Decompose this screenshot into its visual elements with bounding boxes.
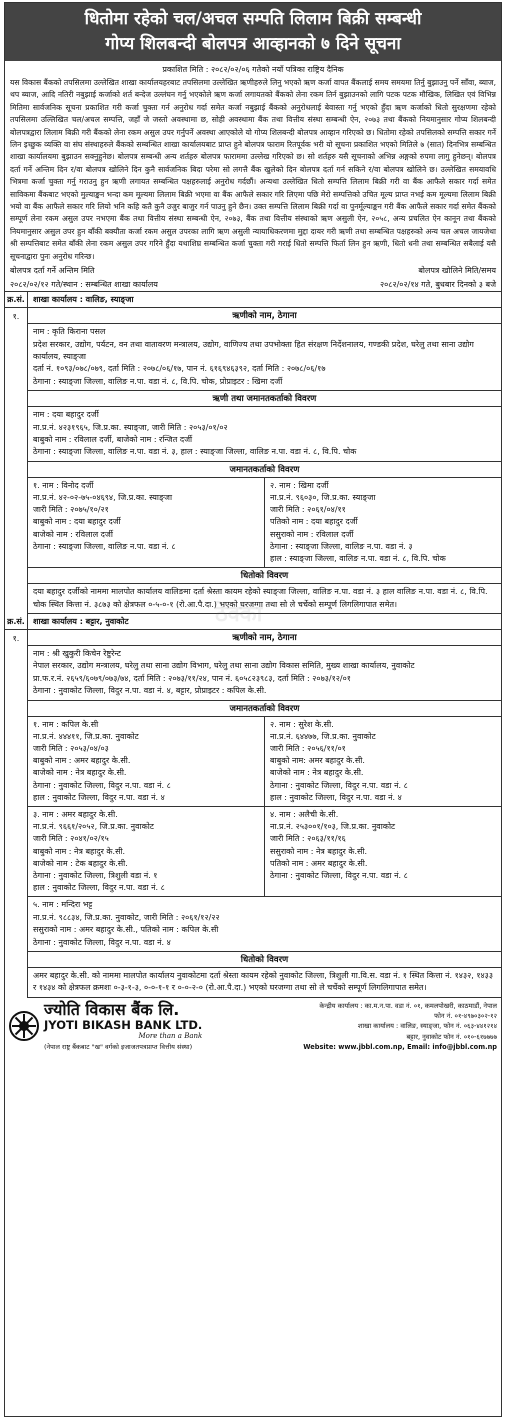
guarantor-card xyxy=(264,478,501,567)
borrower-address: ठेगाना : नुवाकोट जिल्ला, विदुर न.पा. वडा नं. ४, बट्टार, प्रोप्राइटर : कपिल के.सी. xyxy=(33,686,267,696)
guarantor-line: बाबुको नाम : अमर बहादुर के.सी. xyxy=(33,756,131,766)
borrower-registration-office: नेपाल सरकार, उद्योग मन्त्रालय, घरेलु तथा साना उद्योग विभाग, घरेलु तथा साना उद्योग विकास समिति, मुख्य शाखा कार्यालय, नुवाकोट xyxy=(33,661,415,671)
opening-date-label: बोलपत्र खोलिने मिति/समय xyxy=(418,266,496,276)
bank-contact xyxy=(259,1001,497,1052)
publication-date: प्रकाशित मिति : २०८२/०२/०६ गतेको नयाँ पत्रिका राष्ट्रिय दैनिक xyxy=(162,65,344,74)
branch-1-borrower xyxy=(28,324,501,391)
guarantor-line: ना.प्र.नं. ९६०३०, जि.प्र.का. स्याङ्जा xyxy=(270,492,376,502)
guarantor-line: बाजेको नाम : टेक बहादुर के.सी. xyxy=(33,858,128,868)
borrower-heading: ऋणीको नाम, ठेगाना xyxy=(28,630,501,646)
notice-page xyxy=(4,2,502,1417)
guarantor-line: हाल : स्याङ्जा जिल्ला, वालिङ न.पा. वडा नं. ८, वि.पि. चोक xyxy=(270,553,446,563)
guarantor-line: ना.प्र.नं. ९६६१/२०५२, जि.प्र.का. नुवाकोट xyxy=(33,822,154,832)
guarantor-line: ठेगाना : नुवाकोट जिल्ला, विदुर न.पा. वडा नं. ८ xyxy=(33,780,171,790)
branch-office-walling: शाखा कार्यालय : वालिङ, स्याङ्जा, फोन नं. ०६३-४४१२१४ xyxy=(357,1022,497,1031)
bank-logo-icon xyxy=(9,1011,39,1041)
guarantor-line: ठेगाना : स्याङ्जा जिल्ला, वालिङ न.पा. वडा नं. ३ xyxy=(270,541,413,551)
branch-2-borrower xyxy=(28,646,501,701)
guarantor-line: हाल : नुवाकोट जिल्ला, विदुर न.पा. वडा नं. ८ xyxy=(33,883,165,893)
bank-license-note: (नेपाल राष्ट्र बैंकबाट "ख" वर्गको इजाजतपत्रप्राप्त वित्तीय संस्था) xyxy=(44,1043,193,1052)
guarantor-line: हाल : नुवाकोट जिल्ला, विदुर न.पा. वडा नं. ४ xyxy=(33,792,165,802)
guarantor-line: बाबुको नाम : नेत्र बहादुर के.सी. xyxy=(33,846,126,856)
borrower-guarantor-heading: ऋणी तथा जमानतकर्ताको विवरण xyxy=(28,391,501,407)
serial-header: क्र.सं. xyxy=(5,292,28,307)
guarantor-line: ना.प्र.नं. ६४४७७, जि.प्र.का. नुवाकोट xyxy=(270,731,376,741)
guarantor-line: ४. नाम : अलैची के.सी. xyxy=(270,810,339,820)
guarantor-name: नाम : दया बहादुर दर्जी xyxy=(33,410,99,420)
branch-2-collateral: अमर बहादुर के.सी. को नाममा मालपोत कार्यालय नुवाकोटमा दर्ता श्रेस्ता कायम रहेको नुवाकोट जिल्ला, त्रिशुली गा.वि.स. वडा नं. १ स्थित कित्ता नं. १४३२, १४३३ र १४३४ को क्षेत्रफल क्रमशः ०-३-१-३, ०-०-१-१ र ०-०-२-० (रो.आ.पै.दा.) भएको घरजग्गा तथा सो ले चर्चेको सम्पूर्ण लिगलिगापात समेत। xyxy=(28,968,501,998)
guarantor-line: पतिको नाम : दया बहादुर दर्जी xyxy=(270,517,358,527)
guarantor-line: ठेगाना : नुवाकोट जिल्ला, विदुर न.पा. वडा नं. ८ xyxy=(270,871,408,881)
guarantor-card xyxy=(264,717,501,806)
guarantors-heading: जमानतकर्ताको विवरण xyxy=(28,462,501,478)
guarantor-line: ससुराको नाम : अमर बहादुर के.सी., पतिको नाम : कपिल के.सी xyxy=(33,925,219,935)
guarantor-line: ससुराको नाम : नेत्र बहादुर के.सी. xyxy=(270,846,368,856)
banner-line-1: धितोमा रहेको चल/अचल सम्पति लिलाम बिक्री सम्बन्धी xyxy=(84,9,422,29)
guarantor-line: ठेगाना : नुवाकोट जिल्ला, विदुर न.पा. वडा नं. ८ xyxy=(270,780,408,790)
guarantor-line: १. नाम : विनोद दर्जी xyxy=(33,480,94,490)
guarantor-line: बाजेको नाम : नेत्र बहादुर के.सी. xyxy=(33,768,127,778)
borrower-heading: ऋणीको नाम, ठेगाना xyxy=(28,308,501,324)
guarantor-line: ना.प्र.नं. ४४४११, जि.प्र.का. नुवाकोट xyxy=(33,731,139,741)
notice-banner xyxy=(5,3,501,61)
guarantor-line: ३. नाम : अमर बहादुर के.सी. xyxy=(33,810,118,820)
guarantors-heading: जमानतकर्ताको विवरण xyxy=(28,701,501,717)
guarantor-line: ना.प्र.नं. ९८८३४, जि.प्र.का. नुवाकोट, जारी मिति : २०६१/१२/२२ xyxy=(33,912,220,922)
borrower-registration-number: दर्ता नं. १०९३/०७८/०७९, दर्ता मिति : २०७८/०६/१७, पान नं. ६१६९४६३९२, दर्ता मिति : २०७८/०६/१७ xyxy=(33,364,326,374)
branch-office-battar: बट्टार, नुवाकोट फोन नं. ०१०-६१७७७७ xyxy=(406,1032,497,1041)
notice-body: यस विकास बैंकको तपसिलमा उल्लेखित शाखा कार्यालयहरबाट तपसिलमा उल्लेखित ऋणीहरुले लिनु भएको ऋण कर्जा वापत बैंकलाई समय समयमा तिर्नु बुझाउनु पर्ने साँवा, ब्याज, थप ब्याज, आदि नतिरी नबुझाई कर्जाको शर्त बन्देज उल्लंघन गर्नु भएकोले ऋण कर्जा लगायतको बैंकको लेना रकम तिर्न बुझाउनको लागि पटक पटक मौखिक, लिखित एवं विभिन्न मितिमा सार्वजनिक सूचना प्रकाशित गरी कर्जा चुक्ता गर्न अनुरोध गर्दा समेत कर्जा नबुझाई बैंकको अनुरोधलाई बेवास्ता गर्नु भएको हुँदा ऋण कर्जाको धितो सुरक्षणमा रहेको तपसिलमा उल्लिखित चल/अचल सम्पत्ति, जहाँ जे जस्तो अवस्थामा छ, सोही अवस्थामा बैंक तथा वित्तीय संस्था सम्बन्धी ऐन, २०७३ तथा बैंकको नियमानुसार गोप्य शिलबन्दी बोलपत्रद्वारा लिलाम बिक्री गरी बैंकको लेना रकम असुल उपर गर्नुपर्ने अवस्था आएकोले यो गोप्य शिलबन्दी बोलपत्र आव्हान गरिएको छ। धितोमा रहेको तपसिलको सम्पत्ति सकार गर्ने लिन इच्छुक व्यक्ति वा संघ संस्थाहरुले बैंकको सम्बन्धित शाखा कार्यालयबाट प्राप्त हुने बोलपत्र फाराम रितपूर्वक भरी यो सूचना प्रकाशित भएको मितिले ७ (सात) दिनभित्र सम्बन्धित शाखा कार्यालयमा बुझाउन सक्नुहुनेछ। बोलपत्र सम्बन्धी अन्य शर्तहरु बोलपत्र फाराममा उल्लेख गरिएको छ। सो शर्तहरु यसै सूचनाको अभिन्न अङ्गको रुपमा लागु हुनेछन्। बोलपत्र दर्ता गर्ने अन्तिम दिन र/वा बोलपत्र खोलिने दिन कुनै सार्वजनिक बिदा परेमा सो लगत्तै बैंक खुलेको दिन बोलपत्र दर्ता गर्न सकिने र/वा बोलपत्र खोलिने छ। उल्लेखित समयावधि भित्रमा कर्जा चुक्ता गर्नु गराउनु हुन ऋणी लगायत सम्बन्धित पक्षहरुलाई अनुरोध गर्दछौं। अन्यथा उल्लेखित धितो सम्पत्ति लिलाम बिक्री गरी वा बैंक आफैले सकार गर्दा समेत साविकमा बैंकबाट भएको मुल्याङ्कन भन्दा कम मूल्यमा लिलाम बिक्री भएमा वा बैंक आफैले सकार गरि लिएमा पछि मेरो सम्पत्तिको उचित मूल्य प्राप्त नभई कम मूल्यमा लिलाम बिक्री भयो वा बैंक आफैले सकार गरि लियो भनि कहि कतै कुनै उजुर बाजुर गर्न पाउनु हुने छैन। उक्त सम्पत्ति लिलाम बिक्री गर्दा वा पुनर्मूल्याङ्कन गरी बैंक आफैले सकार गर्दा समेत बैंकको सम्पूर्ण लेना रकम असुल उपर नभएमा बैंक तथा वित्तीय संस्था सम्बन्धी ऐन, २०७३, बैंक तथा वित्तीय संस्थाको ऋण असुली ऐन, २०५८, अन्य प्रचलित ऐन कानून तथा बैंकको नियमानुसार असुल उपर हुन बाँकी बक्यौता कर्जा रकम असुल उपरका लागि ऋण असुली न्यायाधिकरणमा मुद्दा दायर गरी ऋणी तथा सम्बन्धित पक्षहरुको अन्य चल अचल जायजेथा श्री सम्पत्तिबाट समेत बाँकी लेना रकम असुल उपर गरिने हुँदा यथाशिघ्र सम्बन्धित कर्जा चुक्ता गरी गराई धितो सम्पत्ति फिर्ता लिन हुन ऋणी, धितो धनी तथा सम्बन्धित सबैलाई यसै सूचनाद्वारा पुनः अनुरोध गरिन्छ। xyxy=(10,78,496,261)
guarantor-line: पतिको नाम : अमर बहादुर के.सी. xyxy=(270,858,368,868)
collateral-heading: धितोको विवरण xyxy=(28,952,501,968)
branch-2-section xyxy=(5,630,501,998)
website-email: Website: www.jbbl.com.np, Email: info@jbbl.com.np xyxy=(303,1042,497,1051)
branch-1-collateral: दया बहादुर दर्जीको नाममा मालपोत कार्यालय वालिङमा दर्ता श्रेस्ता कायम रहेको स्याङ्जा जिल्ला, वालिङ न.पा. वडा नं. ३ हाल वालिङ न.पा. वडा नं. ८, वि.पि. चोक स्थित कित्ता नं. ३८७३ को क्षेत्रफल ०-५-०-१ (रो.आ.पै.दा.) भएको घरजग्गा तथा सो ले चर्चेको सम्पूर्ण लिगलिगापात समेत। xyxy=(28,584,501,614)
guarantor-line: ना.प्र.नं. ४२-०२-७५-०४६९४, जि.प्र.का. स्याङ्जा xyxy=(33,492,173,502)
guarantor-line: जारी मिति : २०५६/११/०१ xyxy=(270,744,346,754)
guarantor-line: बाजेको नाम : नेत्र बहादुर के.सी. xyxy=(270,768,364,778)
branch-2-guarantor-5 xyxy=(28,897,501,952)
branch-1-serial: १. xyxy=(5,308,28,614)
watermark: ठेक्का xyxy=(215,602,263,627)
serial-header: क्र.सं. xyxy=(5,614,28,629)
guarantor-line: १. नाम : कपिल के.सी xyxy=(33,719,99,729)
collateral-heading: धितोको विवरण xyxy=(28,568,501,584)
guarantor-line: बाजेको नाम : रविलाल दर्जी xyxy=(33,529,113,539)
borrower-registration-office: प्रदेश सरकार, उद्योग, पर्यटन, वन तथा वातावरण मन्त्रालय, उद्योग, वाणिज्य तथा उपभोक्ता हित संरक्षण निर्देशनालय, गण्डकी प्रदेश, घरेलु तथा साना उद्योग कार्यालय, स्याङ्जा xyxy=(33,339,474,361)
central-office: केन्द्रीय कार्यालय : का.म.न.पा. वडा नं. ०१, कमलपोखरी, काठमाडौं, नेपाल xyxy=(319,1001,497,1010)
guarantor-line: ठेगाना : स्याङ्जा जिल्ला, वालिङ न.पा. वडा नं. ८ xyxy=(33,541,176,551)
guarantor-line: २. नाम : सुरेश के.सी. xyxy=(270,719,334,729)
branch-1-borrower-guarantor xyxy=(28,407,501,462)
guarantor-line: ५. नाम : मन्दिरा भट्ट xyxy=(33,900,93,910)
guarantor-line: जारी मिति : २०६१/०४/११ xyxy=(270,505,346,515)
guarantor-family: बाबुको नाम : रविलाल दर्जी, बाजेको नाम : रन्जित दर्जी xyxy=(33,434,193,444)
guarantor-line: ठेगाना : नुवाकोट जिल्ला, त्रिशुली वडा नं. १ xyxy=(33,871,158,881)
date-labels xyxy=(5,263,501,277)
branch-2-serial: १. xyxy=(5,630,28,998)
guarantor-address: ठेगाना : स्याङ्जा जिल्ला, वालिङ न.पा. वडा नं. ३, हाल : स्याङ्जा जिल्ला, वालिङ न.पा. वडा नं. ८, वि.पि. चोक xyxy=(33,447,357,457)
borrower-address: ठेगाना : स्याङ्जा जिल्ला, वालिङ न.पा. वडा नं. ८, वि.पि. चोक, प्रोप्राइटर : खिमा दर्जी xyxy=(33,376,283,386)
bank-name-english: JYOTI BIKASH BANK LTD. xyxy=(44,1018,203,1033)
guarantor-line: हाल : नुवाकोट जिल्ला, विदुर न.पा. वडा नं. ४ xyxy=(270,792,402,802)
guarantor-card xyxy=(28,478,264,567)
date-values xyxy=(5,277,501,292)
guarantor-line: जारी मिति : २०४१/०२/१५ xyxy=(33,834,109,844)
guarantor-card xyxy=(28,717,264,806)
guarantor-line: जारी मिति : २०७५/१०/२१ xyxy=(33,505,109,515)
registration-deadline-value: २०८२/०२/१२ गते/स्थान : सम्बन्धित शाखा कार्यालय xyxy=(10,280,158,290)
borrower-name: नाम : श्री खुकुरी किचेन रेष्टुरेन्ट xyxy=(33,648,121,658)
branch-2-guarantors-row-1 xyxy=(28,717,501,807)
guarantor-line: २. नाम : खिमा दर्जी xyxy=(270,480,329,490)
guarantor-line: बाबुको नाम : दया बहादुर दर्जी xyxy=(33,517,121,527)
banner-line-2: गोप्य शिलबन्दी बोलपत्र आव्हानको ७ दिने सूचना xyxy=(105,34,401,54)
branch-1-guarantors xyxy=(28,478,501,568)
guarantor-line: जारी मिति : २०६३/११/१६ xyxy=(270,834,346,844)
guarantor-card xyxy=(28,807,264,896)
bank-name-nepali: ज्योति विकास बैंक लि. xyxy=(44,1000,180,1020)
bank-logo-block xyxy=(9,1001,259,1051)
branch-1-header xyxy=(5,292,501,308)
guarantor-card xyxy=(264,807,501,896)
borrower-name: नाम : कृति किराना पसल xyxy=(33,327,106,337)
guarantor-line: बाबुको नाम: अमर बहादुर के.सी. xyxy=(270,756,365,766)
registration-deadline-label: बोलपत्र दर्ता गर्ने अन्तिम मिति xyxy=(10,266,95,276)
branch-1-title: शाखा कार्यालय : वालिङ, स्याङ्जा xyxy=(33,295,134,305)
borrower-registration-number: प्रा.फ.र.नं. २६५९/६०७९/०७३/७४, दर्ता मिति : २०७३/११/२४, पान नं. ६०५८२३९८३, दर्ता मिति : २०७३/१२/०१ xyxy=(33,673,351,683)
bank-slogan: More than a Bank xyxy=(138,1032,203,1041)
bank-footer xyxy=(5,998,501,1055)
branch-2-guarantors-row-2 xyxy=(28,807,501,897)
branch-2-title: शाखा कार्यालय : बट्टार, नुवाकोट xyxy=(33,616,129,626)
branch-1-section xyxy=(5,308,501,614)
guarantor-line: ससुराको नाम : रविलाल दर्जी xyxy=(270,529,354,539)
opening-date-value: २०८२/०२/१४ गते, बुधबार दिनको ३ बजे xyxy=(379,280,496,290)
guarantor-line: ठेगाना : नुवाकोट जिल्ला, विदुर न.पा. वडा नं. ४ xyxy=(33,937,171,947)
guarantor-line: ना.प्र.नं. २५३००१/१०३, जि.प्र.का. नुवाकोट xyxy=(270,822,396,832)
central-phone: फोन नं. ०१-४९७०३०२-१२ xyxy=(434,1012,497,1021)
guarantor-line: जारी मिति : २०५३/०४/०३ xyxy=(33,744,109,754)
guarantor-citizenship: ना.प्र.नं. ४२३१९६५, जि.प्र.का. स्याङ्जा, जारी मिति : २०५३/०१/०२ xyxy=(33,422,228,432)
